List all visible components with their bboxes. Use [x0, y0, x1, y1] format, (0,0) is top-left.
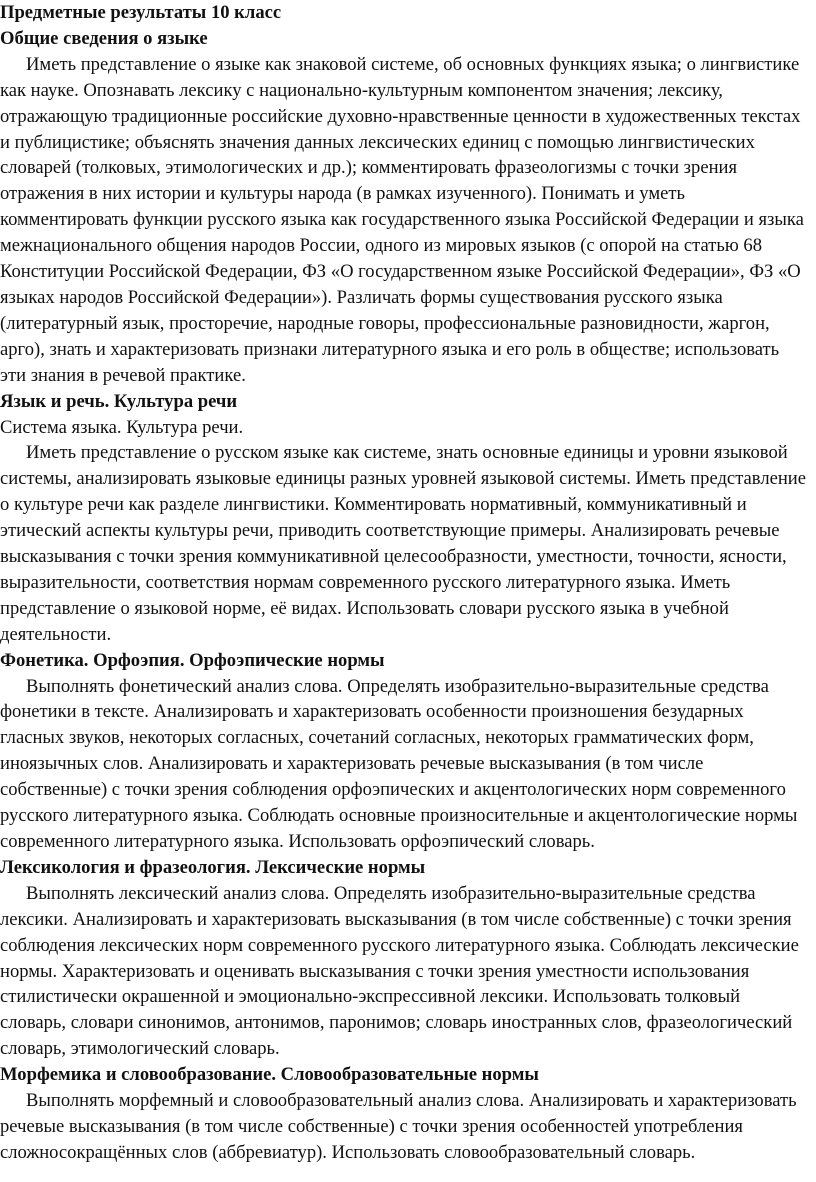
section-heading-speech-culture: Язык и речь. Культура речи — [0, 390, 238, 412]
document-title: Предметные результаты 10 класс — [0, 2, 282, 23]
section-paragraph-phonetics: Выполнять фонетический анализ слова. Определять изобразительно-выразительные средства фонетики в тексте. Анализировать и характеризовать особенности произношения безударных гласных звуков, некоторых согласных, сочетаний согласных, некоторых грамматических форм, иноязычных слов. Анализировать и характеризовать речевые высказывания (в том числе собственные) с точки зрения соблюдения орфоэпических и акцентологических норм современного русского литературного языка. Соблюдать основные произносительные и акцентологические нормы современного литературного языка. Использовать орфоэпический словарь. — [0, 675, 798, 852]
section-paragraph-lexicology: Выполнять лексический анализ слова. Определять изобразительно-выразительные средства лексики. Анализировать и характеризовать высказывания (в том числе собственные) с точки зрения соблюдения лексических норм современного русского литературного языка. Соблюдать лексические нормы. Характеризовать и оценивать высказывания с точки зрения уместности использования стилистически окрашенной и эмоционально-экспрессивной лексики. Использовать толковый словарь, словари синонимов, антонимов, паронимов; словарь иностранных слов, фразеологический словарь, этимологический словарь. — [0, 882, 799, 1060]
section-heading-phonetics: Фонетика. Орфоэпия. Орфоэпические нормы — [0, 649, 385, 671]
section-heading-lexicology: Лексикология и фразеология. Лексические нормы — [0, 856, 426, 878]
section-paragraph-morphemics: Выполнять морфемный и словообразовательный анализ слова. Анализировать и характеризовать речевые высказывания (в том числе собственные) с точки зрения особенностей употребления сложносокращённых слов (аббревиатур). Использовать словообразовательный словарь. — [0, 1090, 797, 1163]
section-heading-general: Общие сведения о языке — [0, 27, 208, 49]
section-subheading-speech-culture: Система языка. Культура речи. — [0, 416, 244, 438]
section-paragraph-general: Иметь представление о языке как знаковой системе, об основных функциях языка; о лингвистике как науке. Опознавать лексику с национально-культурным компонентом значения; лексику, отражающую традиционные российские духовно-нравственные ценности в художественных текстах и публицистике; объяснять значения данных лексических единиц с помощью лингвистических словарей (толковых, этимологических и др.); комментировать фразеологизмы с точки зрения отражения в них истории и культуры народа (в рамках изученного). Понимать и уметь комментировать функции русского языка как государственного языка Российской Федерации и языка межнационального общения народов России, одного из мировых языков (с опорой на статью 68 Конституции Российской Федерации, ФЗ «О государственном языке Российской Федерации», ФЗ «О языках народов Российской Федерации»). Различать формы существования русского языка (литературный язык, просторечие, народные говоры, профессиональные разновидности, жаргон, арго), знать и характеризовать признаки литературного языка и его роль в обществе; использовать эти знания в речевой практике. — [0, 53, 804, 386]
section-paragraph-speech-culture: Иметь представление о русском языке как системе, знать основные единицы и уровни языковой системы, анализировать языковые единицы разных уровней языковой системы. Иметь представление о культуре речи как разделе лингвистики. Комментировать нормативный, коммуникативный и этический аспекты культуры речи, приводить соответствующие примеры. Анализировать речевые высказывания с точки зрения коммуникативной целесообразности, уместности, точности, ясности, выразительности, соответствия нормам современного русского литературного языка. Иметь представление о языковой норме, её видах. Использовать словари русского языка в учебной деятельности. — [0, 442, 807, 645]
section-heading-morphemics: Морфемика и словообразование. Словообразовательные нормы — [0, 1064, 539, 1086]
